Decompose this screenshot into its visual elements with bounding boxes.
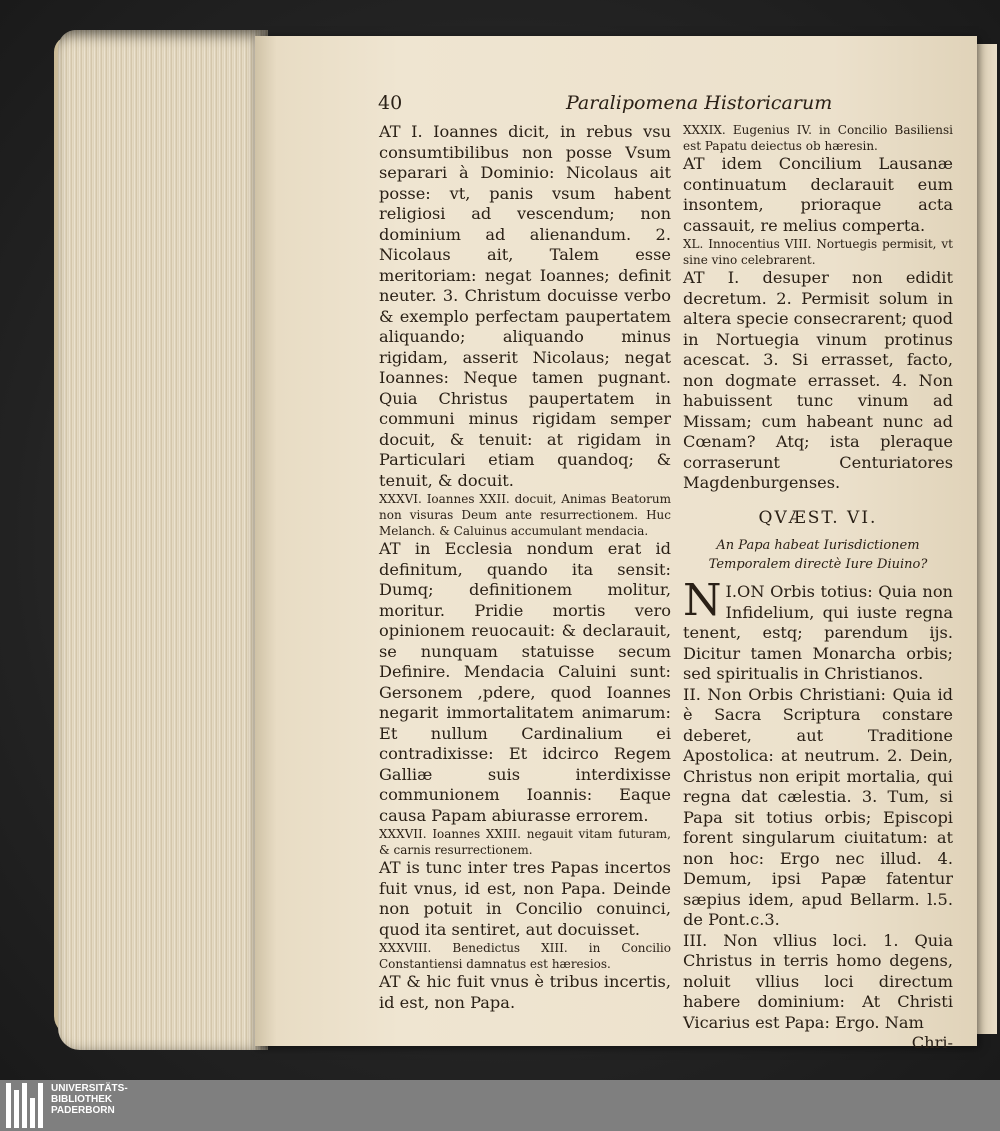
library-name (51, 1083, 128, 1116)
thesis-note: XXXVI. Ioannes XXII. docuit, Animas Beatorum non visuras Deum ante resurrectionem. Huc Melanch. & Caluinus accumulant mendacia. (379, 492, 671, 538)
drop-cap-initial: N (683, 575, 722, 626)
paragraph: II. Non Orbis Christiani: Quia id è Sacra Scriptura constare deberet, aut Traditione Apostolica: at neutrum. 2. Dein, Christus non eripit mortalia, qui regna dat cælestia. 3. Tum, si Papa sit totius orbis; Episcopi forent singularum ciuitatum: at non hoc: Ergo nec illud. 4. Demum, ipsi Papæ fatentur sæpius idem, apud Bellarm. l.5. de Pont.c.3. (683, 684, 953, 929)
catchword: Chri- (911, 1033, 953, 1052)
paragraph: AT in Ecclesia nondum erat id definitum, quando ita sensit: Dumq; definitionem molitur, moritur. Pridie mortis vero opinionem reuocauit: & declarauit, se nunquam statuisse secum Definire. Mendacia Caluini sunt: Gersonem ,pdere, quod Ioannes negarit immortalitatem animarum: Et nullum Cardinalium ei contradixisse: Et idcirco Regem Galliæ suis interdixisse communionem Ioannis: Eaque causa Papam abiurasse errorem. (379, 539, 671, 825)
right-column (683, 122, 953, 1054)
running-head: Paralipomena Historicarum (566, 92, 833, 114)
paragraph: AT is tunc inter tres Papas incertos fuit vnus, id est, non Papa. Deinde non potuit in Concilio conuinci, quod ita sentiret, aut docuisset. (379, 858, 671, 939)
paragraph: AT I. desuper non edidit decretum. 2. Permisit solum in altera specie consecrarent; quod in Nortuegia vinum protinus acescat. 3. Si errasset, facto, non dogmate errasset. 4. Non habuissent tunc vinum ad Missam; cum habeant nunc ad Cœnam? Atq; ista pleraque corraserunt Centuriatores Magdenburgenses. (683, 268, 953, 492)
paragraph: AT idem Concilium Lausanæ continuatum declarauit eum insontem, prioraque acta cassauit, re melius comperta. (683, 154, 953, 235)
paragraph: AT I. Ioannes dicit, in rebus vsu consumtibilibus non posse Vsum separari à Dominio: Nicolaus ait posse: vt, panis vsum habent religiosi ad vescendum; non dominium ad alienandum. 2. Nicolaus ait, Talem esse meritoriam: negat Ioannes; definit neuter. 3. Christum docuisse verbo & exemplo perfectam paupertatem aliquando; aliquando minus rigidam, asserit Nicolaus; negat Ioannes: Neque tamen pugnant. Quia Christus paupertatem in communi minus rigidam semper docuit, & tenuit: at rigidam in Particulari etiam quandoq; & tenuit, & docuit. (379, 122, 671, 490)
next-page-edge (975, 44, 997, 1034)
thesis-note: XXXVIII. Benedictus XIII. in Concilio Constantiensi damnatus est hæresios. (379, 941, 671, 971)
thesis-note: XXXIX. Eugenius IV. in Concilio Basiliensi est Papatu deiectus ob hæresin. (683, 123, 953, 153)
paragraph-text: ON Orbis totius: Quia non Infidelium, qui iuste regna tenent, estq; parendum ijs. Dicitur tamen Monarcha orbis; sed spiritualis in Christianos. (683, 582, 953, 683)
section-heading: QVÆST. VI. (758, 507, 878, 528)
library-name-line: UNIVERSITÄTS- (51, 1083, 128, 1094)
page-number: 40 (378, 92, 403, 114)
page-header (378, 92, 833, 116)
library-name-line: PADERBORN (51, 1105, 115, 1116)
thesis-note: XXXVII. Ioannes XXIII. negauit vitam futuram, & carnis resurrectionem. (379, 827, 671, 857)
page-stack-fore-edge (58, 30, 268, 1050)
thesis-note: XL. Innocentius VIII. Nortuegis permisit, vt sine vino celebrarent. (683, 237, 953, 267)
left-column (379, 122, 671, 1013)
library-logo-icon (6, 1083, 46, 1128)
library-name-line: BIBLIOTHEK (51, 1094, 113, 1105)
library-footer-bar (0, 1080, 1000, 1131)
item-number: I. (725, 582, 738, 601)
paragraph: III. Non vllius loci. 1. Quia Christus in terris homo degens, noluit vllius loci directum habere dominium: At Christi Vicarius est Papa: Ergo. Nam (683, 930, 953, 1032)
section-subheading: An Papa habeat Iurisdictionem Temporalem directè Iure Diuino? (708, 538, 928, 572)
paragraph-with-initial (683, 575, 953, 685)
paragraph: AT & hic fuit vnus è tribus incertis, id est, non Papa. (379, 972, 671, 1012)
